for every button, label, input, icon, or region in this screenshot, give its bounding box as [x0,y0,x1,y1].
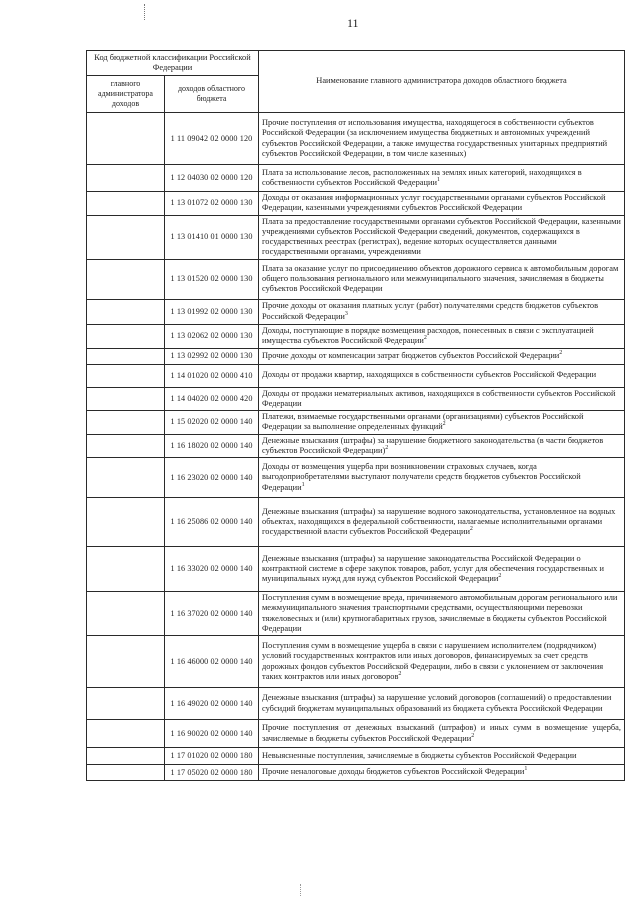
table-row [87,636,625,688]
revenue-name-text: Денежные взыскания (штрафы) за нарушение водного законодательства, установленное на водных объектах, находящихся в федеральной собственности, налагаемые исполнительными органами государственной власти субъектов Российской Федерации [262,506,616,537]
table-row [87,498,625,547]
revenue-code-cell: 1 13 02062 02 0000 130 [165,324,259,348]
revenue-name-text: Поступления сумм в возмещение вреда, причиняемого автомобильным дорогам регионального или межмуниципального значения транспортными средствами, осуществляющими перевозки тяжеловесных и (или) крупногабаритных грузов, зачисляемые в бюджеты субъектов Российской Федерации [262,593,618,633]
scan-mark [300,884,302,896]
table-row [87,192,625,216]
revenue-code-cell: 1 14 01020 02 0000 410 [165,364,259,387]
revenue-name-cell [259,434,625,458]
revenue-name-cell [259,688,625,720]
footnote-marker: 1 [301,481,305,488]
footnote-marker: 2 [559,350,563,357]
revenue-code-cell: 1 14 04020 02 0000 420 [165,387,259,411]
revenue-name-cell [259,192,625,216]
revenue-name-text: Денежные взыскания (штрафы) за нарушение законодательства Российской Федерации о контрактной системе в сфере закупок товаров, работ, услуг для обеспечения государственных и муниципальных нужд для нужд субъектов Российской Федерации [262,553,604,584]
chief-administrator-cell [87,113,165,165]
revenue-code-cell: 1 16 37020 02 0000 140 [165,592,259,636]
revenue-name-cell [259,259,625,299]
footnote-marker: 2 [471,732,475,739]
table-body [87,113,625,781]
revenue-code-cell: 1 16 25086 02 0000 140 [165,498,259,547]
table-row [87,592,625,636]
revenue-name-cell [259,215,625,259]
revenue-code-cell: 1 13 01992 02 0000 130 [165,299,259,324]
table-row [87,547,625,592]
revenue-code-cell: 1 16 46000 02 0000 140 [165,636,259,688]
revenue-name-text: Прочие доходы от оказания платных услуг (работ) получателями средств бюджетов субъектов Российской Федерации [262,301,599,321]
table-row [87,765,625,781]
revenue-code-cell: 1 13 01410 01 0000 130 [165,215,259,259]
chief-administrator-cell [87,192,165,216]
revenue-name-text: Плата за оказание услуг по присоединению объектов дорожного сервиса к автомобильным дорогам общего пользования регионального или межмуниципального значения, зачисляемая в бюджеты субъектов Российской Федерации [262,263,619,294]
revenue-name-cell [259,720,625,748]
revenue-name-cell [259,348,625,364]
footnote-marker: 2 [469,526,473,533]
chief-administrator-cell [87,165,165,192]
revenue-code-cell: 1 13 01520 02 0000 130 [165,259,259,299]
revenue-name-text: Доходы от продажи квартир, находящихся в собственности субъектов Российской Федерации [262,370,597,380]
table-row [87,113,625,165]
revenue-name-text: Плата за использование лесов, расположенных на землях иных категорий, находящихся в собственности субъектов Российской Федерации [262,167,582,187]
footnote-marker: 2 [385,444,389,451]
footnote-marker: 1 [524,766,528,773]
chief-administrator-cell [87,324,165,348]
revenue-name-cell [259,765,625,781]
revenue-name-text: Платежи, взимаемые государственными органами (организациями) субъектов Российской Федерации за выполнение определенных функций [262,412,584,432]
budget-classification-code-header: Код бюджетной классификации Российской Федерации [87,51,259,76]
revenue-name-text: Доходы от продажи нематериальных активов, находящихся в собственности субъектов Российской Федерации [262,388,616,408]
page-number: 11 [347,16,359,30]
regional-revenue-code-header: доходов областного бюджета [165,76,259,113]
table-row [87,324,625,348]
revenue-name-cell [259,748,625,765]
table-row [87,259,625,299]
chief-administrator-cell [87,348,165,364]
table-row [87,165,625,192]
revenue-code-cell: 1 16 49020 02 0000 140 [165,688,259,720]
chief-administrator-header: главного администратора доходов [87,76,165,113]
chief-administrator-cell [87,592,165,636]
revenue-code-cell: 1 13 01072 02 0000 130 [165,192,259,216]
chief-administrator-cell [87,434,165,458]
revenue-code-cell: 1 16 90020 02 0000 140 [165,720,259,748]
table-row [87,458,625,498]
revenue-name-cell [259,364,625,387]
chief-administrator-cell [87,387,165,411]
revenue-code-cell: 1 13 02992 02 0000 130 [165,348,259,364]
revenue-name-cell [259,324,625,348]
revenue-name-cell [259,498,625,547]
footnote-marker: 2 [498,573,502,580]
chief-administrator-cell [87,458,165,498]
table-row [87,688,625,720]
revenue-name-text: Доходы от оказания информационных услуг государственными органами субъектов Российской Федерации, казенными учреждениями субъектов Российской Федерации [262,193,606,213]
chief-administrator-cell [87,636,165,688]
chief-administrator-cell [87,498,165,547]
revenue-code-cell: 1 15 02020 02 0000 140 [165,411,259,435]
revenue-code-cell: 1 16 33020 02 0000 140 [165,547,259,592]
footnote-marker: 3 [344,310,348,317]
revenue-name-cell [259,165,625,192]
footnote-marker: 2 [423,335,427,342]
administrator-name-header: Наименование главного администратора доходов областного бюджета [259,51,625,113]
revenue-code-cell: 1 16 18020 02 0000 140 [165,434,259,458]
revenue-code-cell: 1 12 04030 02 0000 120 [165,165,259,192]
revenue-name-text: Прочие доходы от компенсации затрат бюджетов субъектов Российской Федерации [262,350,560,360]
scan-mark [144,4,146,20]
chief-administrator-cell [87,364,165,387]
revenue-name-cell [259,299,625,324]
revenue-name-cell [259,411,625,435]
table-row [87,434,625,458]
revenue-name-text: Невыясненные поступления, зачисляемые в бюджеты субъектов Российской Федерации [262,750,577,760]
revenue-code-cell: 1 11 09042 02 0000 120 [165,113,259,165]
chief-administrator-cell [87,720,165,748]
revenue-name-cell [259,387,625,411]
table-row [87,720,625,748]
revenue-name-text: Поступления сумм в возмещение ущерба в связи с нарушением исполнителем (подрядчиком) условий государственных контрактов или иных договоров, финансируемых за счет средств дорожных фондов субъектов Российской Федерации, либо в связи с уклонением от заключения таких контрактов или иных договоров [262,641,604,681]
table-row [87,364,625,387]
revenue-name-cell [259,113,625,165]
revenue-classification-table [86,50,625,781]
footnote-marker: 1 [436,177,440,184]
revenue-name-text: Денежные взыскания (штрафы) за нарушение условий договоров (соглашений) о предоставлении субсидий бюджетам муниципальных образований из бюджета субъекта Российской Федерации [262,693,612,713]
table-row [87,411,625,435]
revenue-name-text: Плата за предоставление государственными органами субъектов Российской Федерации, казенными учреждениями субъектов Российской Федерации сведений, документов, содержащихся в государственных реестрах (регистрах), ведение которых осуществляется данными государственными органами, учреждениями [262,216,621,257]
revenue-name-cell [259,458,625,498]
table-row [87,748,625,765]
table-row [87,215,625,259]
revenue-name-text: Доходы, поступающие в порядке возмещения расходов, понесенных в связи с эксплуатацией имущества субъектов Российской Федерации [262,325,594,345]
table-row [87,299,625,324]
chief-administrator-cell [87,259,165,299]
revenue-name-text: Прочие неналоговые доходы бюджетов субъектов Российской Федерации [262,767,525,777]
chief-administrator-cell [87,411,165,435]
footnote-marker: 2 [442,421,446,428]
revenue-name-text: Прочие поступления от денежных взысканий (штрафов) и иных сумм в возмещение ущерба, зачисляемые в бюджеты субъектов Российской Федерации [262,723,621,743]
chief-administrator-cell [87,547,165,592]
revenue-code-cell: 1 17 05020 02 0000 180 [165,765,259,781]
table-row [87,387,625,411]
revenue-name-cell [259,636,625,688]
revenue-code-cell: 1 16 23020 02 0000 140 [165,458,259,498]
revenue-name-cell [259,592,625,636]
chief-administrator-cell [87,688,165,720]
chief-administrator-cell [87,765,165,781]
revenue-code-cell: 1 17 01020 02 0000 180 [165,748,259,765]
revenue-name-text: Денежные взыскания (штрафы) за нарушение бюджетного законодательства (в части бюджетов субъектов Российской Федерации) [262,435,604,455]
table-row [87,348,625,364]
chief-administrator-cell [87,748,165,765]
revenue-name-text: Прочие поступления от использования имущества, находящегося в собственности субъектов Российской Федерации (за исключением имущества бюджетных и автономных учреждений субъектов Российской Федерации, а также имущества государственных унитарных предприятий субъектов Российской Федерации, в том числе казенных) [262,118,608,158]
chief-administrator-cell [87,299,165,324]
revenue-name-cell [259,547,625,592]
chief-administrator-cell [87,215,165,259]
revenue-name-text: Доходы от возмещения ущерба при возникновении страховых случаев, когда выгодоприобретателями выступают получатели средств бюджетов субъектов Российской Федерации [262,462,581,492]
footnote-marker: 2 [398,670,402,677]
